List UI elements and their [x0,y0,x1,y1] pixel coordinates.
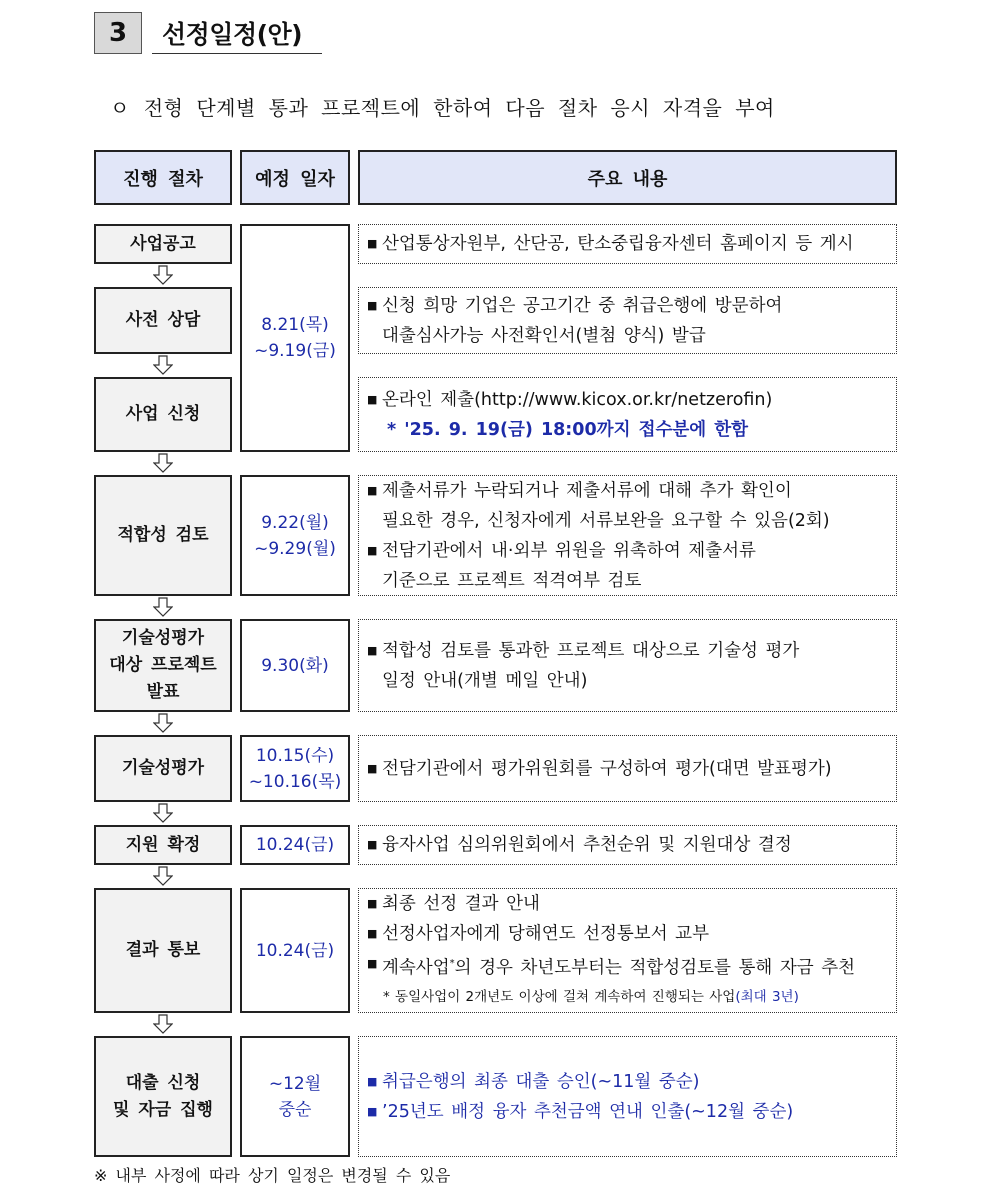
content-application [358,377,897,452]
content-support-confirmation [358,825,897,865]
intro-text: 전형 단계별 통과 프로젝트에 한하여 다음 절차 응시 자격을 부여 [143,96,775,120]
date-loan-execution: ~12월 중순 [240,1036,350,1157]
list-item: ■ 계속사업*의 경우 차년도부터는 적합성검토를 통해 자금 추천 [367,949,890,983]
content-consultation [358,287,897,354]
step-suitability-review [94,475,232,596]
black-square-bullet-icon: ■ [367,838,378,851]
intro-line [110,92,900,121]
black-square-bullet-icon: ■ [367,543,378,557]
down-arrow-icon [153,803,173,823]
step-label: 결과 통보 [125,940,201,960]
list-item: ■ 제출서류가 누락되거나 제출서류에 대해 추가 확인이 [367,476,890,506]
down-arrow-icon [153,1014,173,1034]
step-label: 사업공고 [130,233,196,254]
black-square-bullet-icon: ■ [367,643,378,657]
list-item: ■ 전담기관에서 내·외부 위원을 위촉하여 제출서류 [367,536,890,566]
content-tech-evaluation [358,735,897,802]
footnote: * 동일사업이 2개년도 이상에 걸쳐 계속하여 진행되는 사업(최대 3년) [383,989,799,1006]
content-suitability-review [358,475,897,596]
step-support-confirmation [94,825,232,865]
black-square-bullet-icon: ■ [367,392,378,406]
list-item: ■ 적합성 검토를 통과한 프로젝트 대상으로 기술성 평가 [367,636,890,666]
header-step: 진행 절차 [94,150,232,205]
step-label: 기술성평가 대상 프로젝트 발표 [109,628,217,702]
footer-note: ※ 내부 사정에 따라 상기 일정은 변경될 수 있음 [94,1166,451,1185]
list-item-continuation: 필요한 경우, 신청자에게 서류보완을 요구할 수 있음(2회) [382,510,830,531]
step-label: 적합성 검토 [117,525,209,545]
step-label: 기술성평가 [121,758,205,778]
black-square-bullet-icon: ■ [367,956,378,970]
black-square-bullet-icon: ■ [367,483,378,497]
step-label: 사전 상담 [125,310,201,330]
list-item: ■ 취급은행의 최종 대출 승인(~11월 중순) [367,1067,890,1097]
step-tech-eval-announcement [94,619,232,712]
black-square-bullet-icon: ■ [367,1104,378,1118]
down-arrow-icon [153,713,173,733]
down-arrow-icon [153,265,173,285]
step-consultation [94,287,232,354]
black-square-bullet-icon: ■ [367,298,378,312]
content-announcement [358,224,897,264]
step-result-notice [94,888,232,1013]
header-content: 주요 내용 [358,150,897,205]
list-item: ■ 온라인 제출(http://www.kicox.or.kr/netzerofin) [367,385,890,415]
step-announcement [94,224,232,264]
step-label: 사업 신청 [125,404,201,424]
step-label: 지원 확정 [125,834,201,855]
list-item-continuation: 대출심사가능 사전확인서(별첨 양식) 발급 [382,325,706,346]
list-item: ■ ’25년도 배정 융자 추천금액 연내 인출(~12월 중순) [367,1097,890,1127]
down-arrow-icon [153,355,173,375]
list-item-continuation: 일정 안내(개별 메일 안내) [382,670,588,691]
date-suitability-review: 9.22(월) ~9.29(월) [240,475,350,596]
black-square-bullet-icon: ■ [367,896,378,910]
list-item: ■ 선정사업자에게 당해연도 선정통보서 교부 [367,919,890,949]
list-item-continuation: 기준으로 프로젝트 적격여부 검토 [382,570,642,591]
list-item: ■ 산업통상자원부, 산단공, 탄소중립융자센터 홈페이지 등 게시 [367,229,890,259]
deadline-note: * '25. 9. 19(금) 18:00까지 접수분에 한함 [387,419,749,440]
black-square-bullet-icon: ■ [367,926,378,940]
content-tech-eval-announcement [358,619,897,712]
down-arrow-icon [153,453,173,473]
date-tech-eval-announcement: 9.30(화) [240,619,350,712]
date-result-notice: 10.24(금) [240,888,350,1013]
section-number: 3 [94,12,142,54]
step-loan-execution [94,1036,232,1157]
step-application [94,377,232,452]
date-tech-evaluation: 10.15(수) ~10.16(목) [240,735,350,802]
date-announcement-to-application: 8.21(목) ~9.19(금) [240,224,350,452]
black-square-bullet-icon: ■ [367,761,378,775]
black-square-bullet-icon: ■ [367,237,378,250]
content-result-notice [358,888,897,1013]
list-item: ■ 융자사업 심의위원회에서 추천순위 및 지원대상 결정 [367,830,890,860]
intro-bullet: ㅇ [110,96,130,120]
header-date: 예정 일자 [240,150,350,205]
content-loan-execution [358,1036,897,1157]
date-support-confirmation: 10.24(금) [240,825,350,865]
step-tech-evaluation [94,735,232,802]
black-square-bullet-icon: ■ [367,1074,378,1088]
list-item: ■ 최종 선정 결과 안내 [367,889,890,919]
list-item: ■ 신청 희망 기업은 공고기간 중 취급은행에 방문하여 [367,291,890,321]
step-label: 대출 신청 및 자금 집행 [113,1072,213,1120]
section-title: 선정일정(안) [152,12,322,54]
list-item: ■ 전담기관에서 평가위원회를 구성하여 평가(대면 발표평가) [367,754,890,784]
down-arrow-icon [153,866,173,886]
down-arrow-icon [153,597,173,617]
